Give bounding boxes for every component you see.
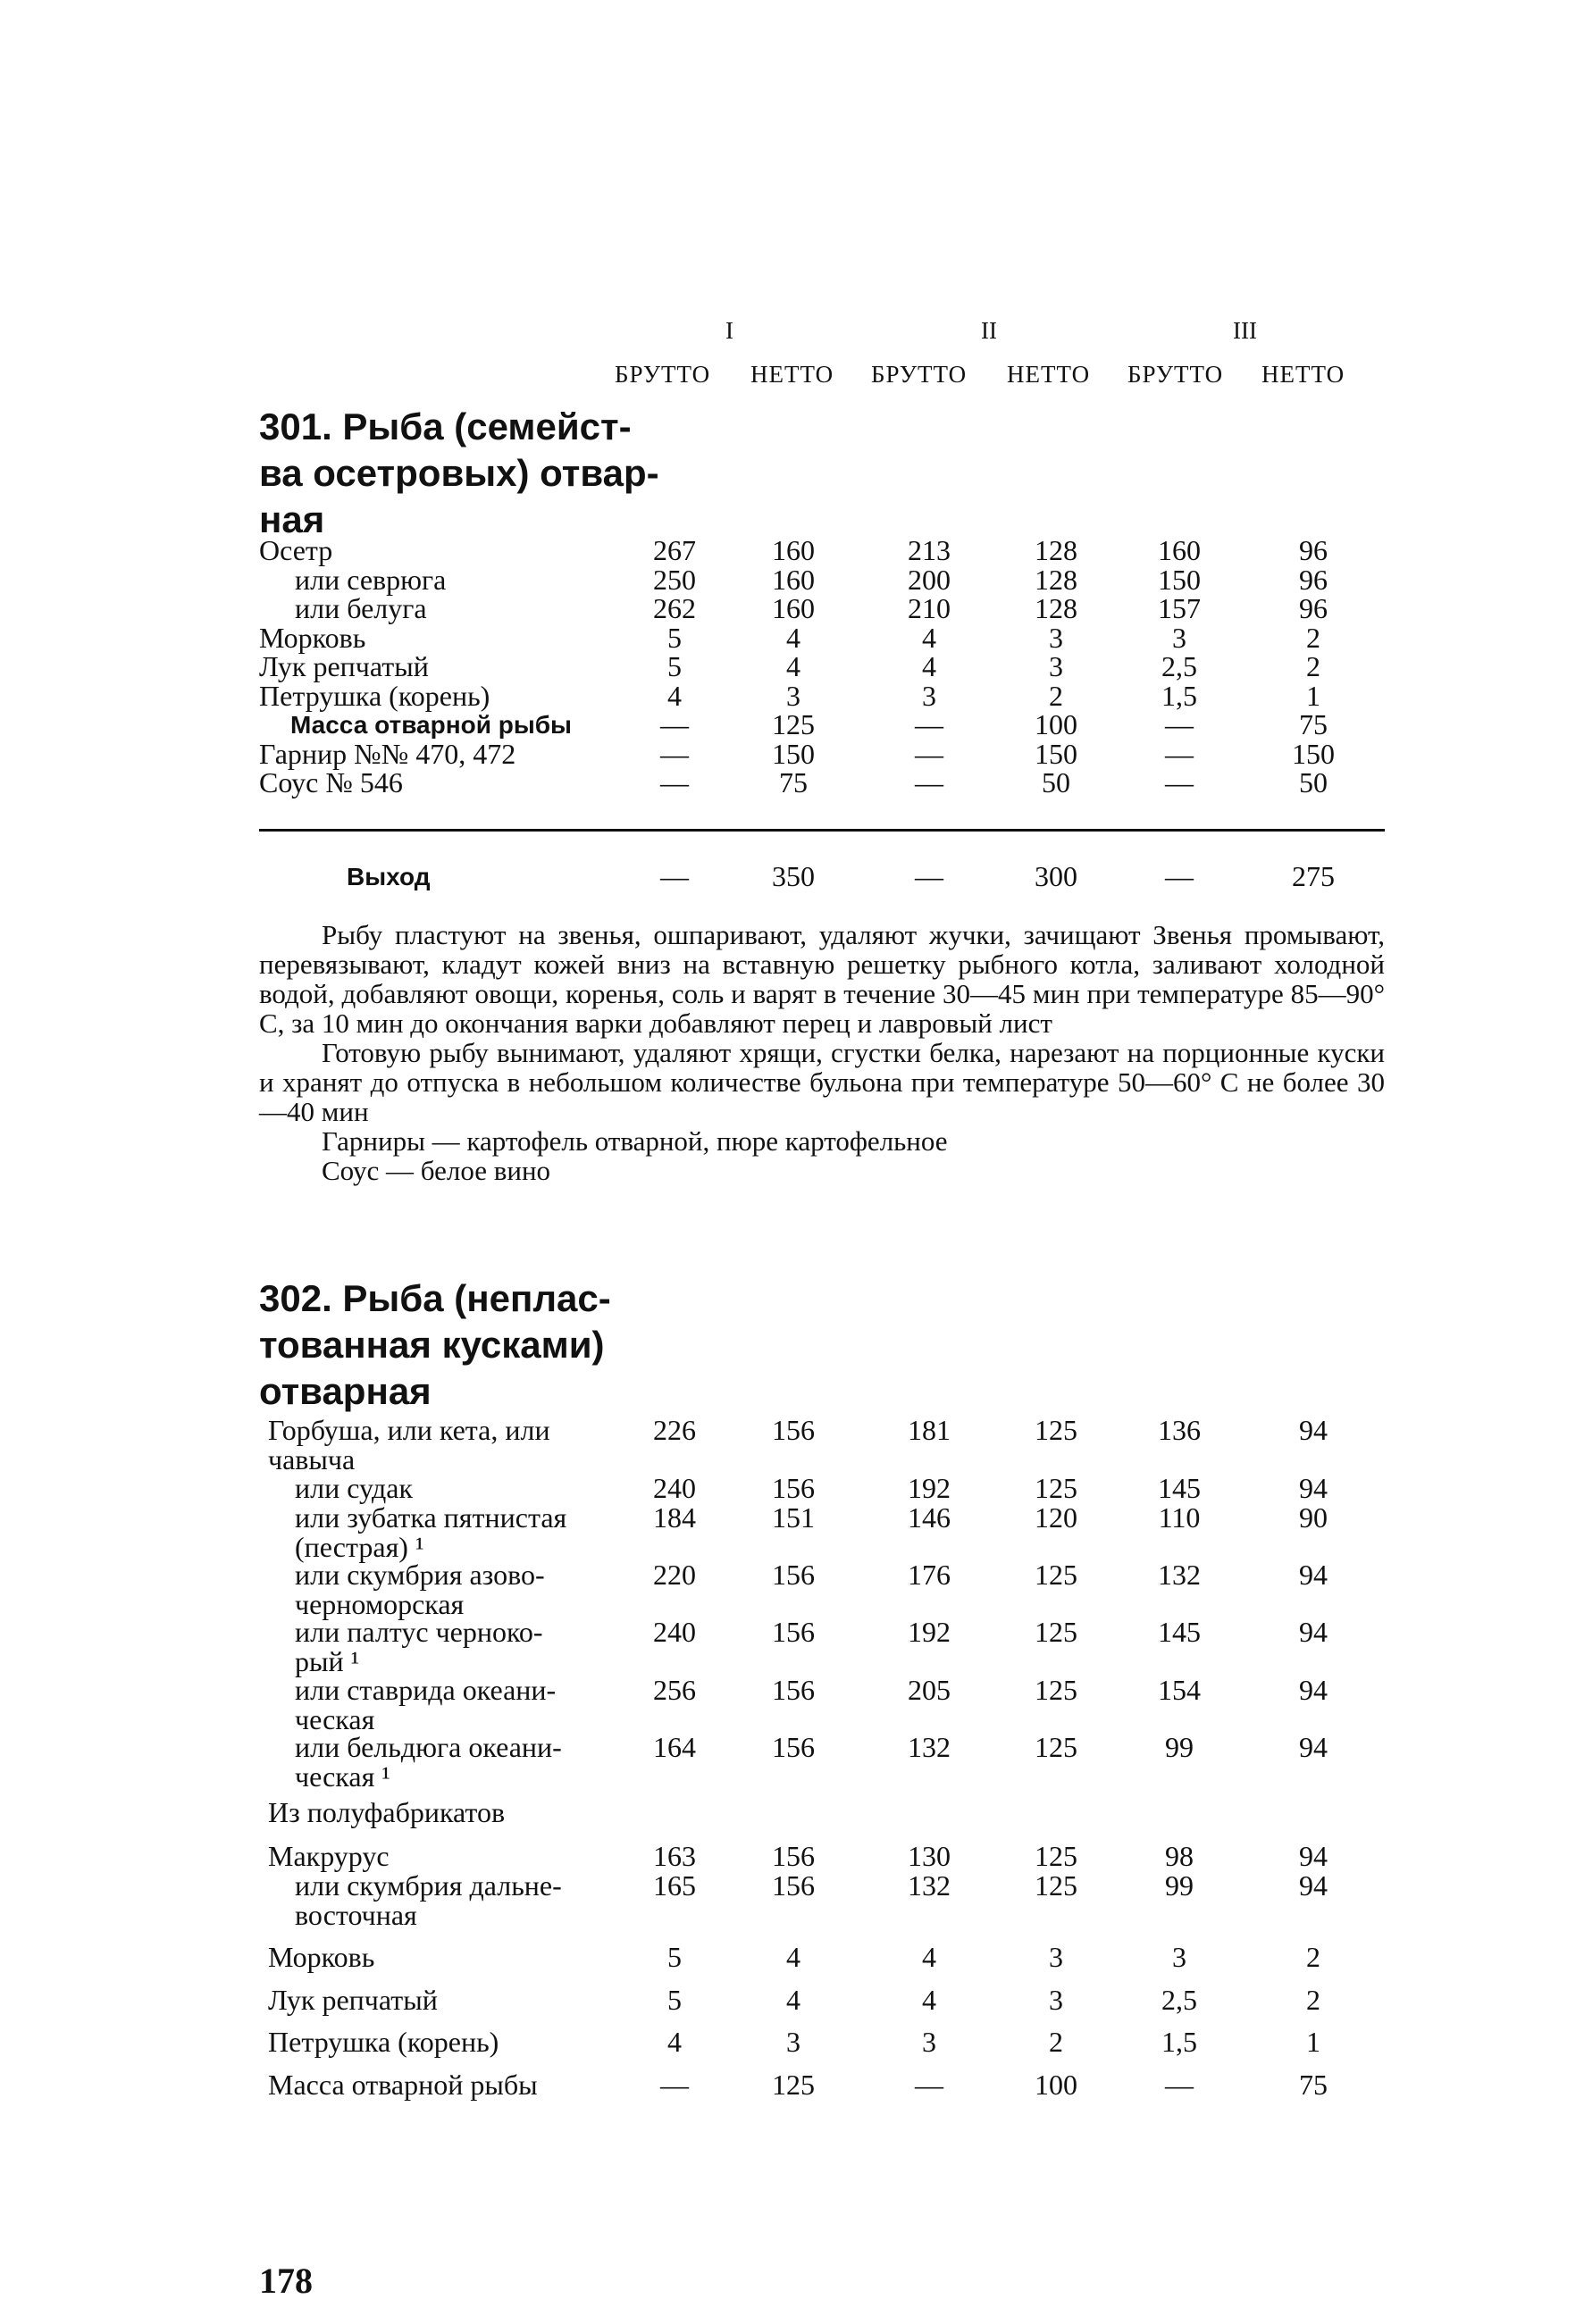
quantity-cell: 157	[1158, 592, 1201, 624]
yield-value: 300	[1035, 860, 1077, 892]
instruction-paragraph: Готовую рыбу вынимают, удаляют хрящи, сгустки белка, нарезают на порционные куски и хранят до отпуска в небольшом количестве бульона при температуре 50—60° С не более 30—40 мин	[259, 1037, 1385, 1127]
ingredient-label: или бельдюга океани-	[295, 1731, 562, 1763]
yield-value: 350	[772, 860, 815, 892]
quantity-cell: 163	[653, 1840, 696, 1872]
table-row	[0, 1733, 1584, 1762]
quantity-cell: 4	[786, 650, 800, 682]
table-row	[0, 2027, 1584, 2057]
quantity-cell: 132	[1158, 1559, 1201, 1591]
quantity-cell: 262	[653, 592, 696, 624]
quantity-cell: 128	[1035, 563, 1077, 596]
quantity-cell: 94	[1299, 1559, 1328, 1591]
quantity-cell: —	[660, 766, 689, 798]
table-row	[0, 1416, 1584, 1445]
quantity-cell: —	[915, 708, 943, 740]
quantity-cell: 100	[1035, 708, 1077, 740]
quantity-cell: 210	[908, 592, 951, 624]
quantity-cell: 94	[1299, 1731, 1328, 1763]
ingredient-label: или скумбрия дальне-	[295, 1869, 562, 1902]
quantity-cell: 176	[908, 1559, 951, 1591]
quantity-cell: 50	[1042, 766, 1070, 798]
quantity-cell: 3	[1049, 621, 1063, 654]
quantity-cell: 1	[1306, 679, 1320, 712]
quantity-cell: 5	[667, 650, 682, 682]
quantity-cell: 3	[922, 679, 936, 712]
instruction-paragraph: Рыбу пластуют на звенья, ошпаривают, удаляют жучки, зачищают Звенья промывают, перевязывают, кладут кожей вниз на вставную решетку рыбного котла, заливают холодной водой, добавляют овощи, коренья, соль и варят в течение 30—45 мин при температуре 85—90° С, за 10 мин до окончания варки добавляют перец и лавровый лист	[259, 919, 1385, 1039]
quantity-cell: 125	[1035, 1674, 1077, 1706]
ingredient-label-continuation: восточная	[295, 1899, 417, 1931]
quantity-cell: 125	[1035, 1414, 1077, 1446]
table-row	[0, 2070, 1584, 2100]
ingredient-label: Масса отварной рыбы	[290, 711, 572, 739]
table-row	[0, 594, 1584, 623]
quantity-cell: 50	[1299, 766, 1328, 798]
table-row	[0, 1871, 1584, 1901]
quantity-cell: —	[1165, 2069, 1194, 2101]
quantity-cell: 200	[908, 563, 951, 596]
quantity-cell: 156	[772, 1674, 815, 1706]
column-header-gross-3: БРУТТО	[1127, 361, 1224, 388]
column-header-net-2: НЕТТО	[1007, 361, 1091, 388]
quantity-cell: 150	[1158, 563, 1201, 596]
yield-value: —	[660, 860, 689, 892]
quantity-cell: 220	[653, 1559, 696, 1591]
quantity-cell: —	[915, 2069, 943, 2101]
ingredient-label: Лук репчатый	[259, 650, 429, 682]
quantity-cell: 100	[1035, 2069, 1077, 2101]
ingredient-label: или судак	[295, 1472, 414, 1504]
quantity-cell: 125	[1035, 1472, 1077, 1504]
quantity-cell: 99	[1165, 1869, 1194, 1902]
quantity-cell: 75	[779, 766, 808, 798]
quantity-cell: 145	[1158, 1616, 1201, 1648]
ingredient-label: или скумбрия азово-	[295, 1559, 545, 1591]
ingredient-label: Осетр	[259, 534, 333, 566]
quantity-cell: 94	[1299, 1414, 1328, 1446]
portion-header-2: II	[981, 317, 997, 344]
quantity-cell: 1	[1306, 2026, 1320, 2058]
quantity-cell: 94	[1299, 1616, 1328, 1648]
quantity-cell: —	[660, 737, 689, 770]
quantity-cell: 3	[786, 2026, 800, 2058]
quantity-cell: 75	[1299, 2069, 1328, 2101]
quantity-cell: 75	[1299, 708, 1328, 740]
ingredient-label: Масса отварной рыбы	[268, 2069, 538, 2101]
ingredient-label: или севрюга	[295, 563, 447, 596]
quantity-cell: 2	[1306, 621, 1320, 654]
quantity-cell: 156	[772, 1869, 815, 1902]
table-row	[0, 652, 1584, 681]
yield-value: —	[915, 860, 943, 892]
ingredient-label-continuation: чавыча	[268, 1443, 356, 1475]
table-row	[0, 710, 1584, 740]
table-row	[0, 1943, 1584, 1972]
quantity-cell: 1,5	[1161, 679, 1197, 712]
ingredient-label: или зубатка пятнистая	[295, 1501, 567, 1534]
quantity-cell: 184	[653, 1501, 696, 1534]
page-number: 178	[259, 2261, 313, 2301]
table-row	[0, 565, 1584, 595]
column-header-gross-1: БРУТТО	[615, 361, 711, 388]
quantity-cell: 160	[772, 592, 815, 624]
recipe-302-title-line: тованная кусками)	[259, 1324, 605, 1366]
quantity-cell: 267	[653, 534, 696, 566]
quantity-cell: 128	[1035, 534, 1077, 566]
ingredient-label: Гарнир №№ 470, 472	[259, 737, 516, 770]
quantity-cell: 192	[908, 1472, 951, 1504]
quantity-cell: 1,5	[1161, 2026, 1197, 2058]
quantity-cell: 3	[1049, 1984, 1063, 2016]
yield-value: —	[1165, 860, 1194, 892]
quantity-cell: 2	[1306, 650, 1320, 682]
quantity-cell: 125	[1035, 1731, 1077, 1763]
quantity-cell: 94	[1299, 1674, 1328, 1706]
quantity-cell: —	[1165, 708, 1194, 740]
quantity-cell: 4	[922, 650, 936, 682]
ingredient-label-continuation: рый ¹	[295, 1645, 360, 1677]
table-row	[0, 1503, 1584, 1533]
quantity-cell: 146	[908, 1501, 951, 1534]
quantity-cell: 156	[772, 1840, 815, 1872]
quantity-cell: 160	[772, 563, 815, 596]
table-row	[0, 536, 1584, 565]
recipe-302-title-line: 302. Рыба (неплас-	[259, 1277, 611, 1319]
quantity-cell: 94	[1299, 1472, 1328, 1504]
quantity-cell: 156	[772, 1414, 815, 1446]
table-row	[0, 737, 1584, 770]
quantity-cell: 165	[653, 1869, 696, 1902]
quantity-cell: 125	[772, 2069, 815, 2101]
quantity-cell: 96	[1299, 534, 1328, 566]
quantity-cell: 156	[772, 1559, 815, 1591]
recipe-301-title-line: ва осетровых) отвар-	[259, 452, 659, 494]
ingredient-label: Петрушка (корень)	[268, 2026, 499, 2058]
quantity-cell: 99	[1165, 1731, 1194, 1763]
ingredient-label: или палтус черноко-	[295, 1616, 543, 1648]
ingredient-label-continuation: ческая	[295, 1703, 375, 1735]
table-row	[0, 681, 1584, 711]
quantity-cell: 240	[653, 1616, 696, 1648]
quantity-cell: 3	[1049, 1941, 1063, 1973]
ingredient-label-continuation: (пестрая) ¹	[295, 1531, 424, 1563]
quantity-cell: 226	[653, 1414, 696, 1446]
yield-row	[0, 862, 1584, 891]
yield-value: 275	[1292, 860, 1335, 892]
quantity-cell: 150	[772, 737, 815, 770]
column-header-net-3: НЕТТО	[1261, 361, 1345, 388]
quantity-cell: 130	[908, 1840, 951, 1872]
portion-header-1: I	[725, 317, 733, 344]
quantity-cell: 2	[1306, 1984, 1320, 2016]
recipe-301-title	[259, 404, 659, 543]
quantity-cell: 2	[1049, 679, 1063, 712]
table-row	[0, 1474, 1584, 1503]
recipe-301-title-line: 301. Рыба (семейст-	[259, 405, 632, 447]
quantity-cell: 151	[772, 1501, 815, 1534]
ingredient-label: или белуга	[295, 592, 427, 624]
table-row	[0, 1985, 1584, 2015]
quantity-cell: 213	[908, 534, 951, 566]
quantity-cell: 164	[653, 1731, 696, 1763]
quantity-cell: —	[1165, 766, 1194, 798]
quantity-cell: 132	[908, 1869, 951, 1902]
column-header-gross-2: БРУТТО	[871, 361, 968, 388]
column-header-net-1: НЕТТО	[750, 361, 834, 388]
yield-label: Выход	[347, 863, 431, 890]
quantity-cell: 132	[908, 1731, 951, 1763]
table-row	[0, 768, 1584, 798]
quantity-cell: 250	[653, 563, 696, 596]
ingredient-label: Лук репчатый	[268, 1984, 438, 2016]
quantity-cell: 128	[1035, 592, 1077, 624]
quantity-cell: 256	[653, 1674, 696, 1706]
ingredient-label: Морковь	[268, 1941, 375, 1973]
ingredient-label: Горбуша, или кета, или	[268, 1414, 550, 1446]
quantity-cell: 4	[786, 1941, 800, 1973]
quantity-cell: 156	[772, 1616, 815, 1648]
quantity-cell: 94	[1299, 1840, 1328, 1872]
ingredient-label: Петрушка (корень)	[259, 679, 490, 712]
quantity-cell: 240	[653, 1472, 696, 1504]
quantity-cell: 125	[1035, 1559, 1077, 1591]
quantity-cell: 2	[1049, 2026, 1063, 2058]
quantity-cell: 120	[1035, 1501, 1077, 1534]
quantity-cell: 160	[772, 534, 815, 566]
quantity-cell: 125	[1035, 1869, 1077, 1902]
quantity-cell: 110	[1158, 1501, 1201, 1534]
quantity-cell: 4	[667, 2026, 682, 2058]
quantity-cell: 145	[1158, 1472, 1201, 1504]
quantity-cell: 125	[1035, 1616, 1077, 1648]
quantity-cell: 2,5	[1161, 1984, 1197, 2016]
quantity-cell: 3	[1172, 621, 1186, 654]
quantity-cell: 96	[1299, 592, 1328, 624]
quantity-cell: 4	[786, 1984, 800, 2016]
table-row	[0, 1560, 1584, 1590]
semi-finished-subheading: Из полуфабрикатов	[268, 1796, 506, 1828]
recipe-302-title	[259, 1275, 611, 1415]
portion-header-3: III	[1233, 317, 1257, 344]
quantity-cell: 94	[1299, 1869, 1328, 1902]
recipe-301-title-line: ная	[259, 498, 325, 540]
table-rule	[259, 829, 1385, 832]
quantity-cell: 156	[772, 1731, 815, 1763]
instruction-paragraph: Гарниры — картофель отварной, пюре картофельное	[322, 1125, 948, 1157]
recipe-302-title-line: отварная	[259, 1370, 432, 1412]
table-row	[0, 623, 1584, 653]
quantity-cell: 125	[1035, 1840, 1077, 1872]
quantity-cell: 3	[786, 679, 800, 712]
quantity-cell: 136	[1158, 1414, 1201, 1446]
quantity-cell: 150	[1292, 737, 1335, 770]
quantity-cell: 3	[1172, 1941, 1186, 1973]
instruction-paragraph: Соус — белое вино	[322, 1155, 551, 1186]
quantity-cell: 205	[908, 1674, 951, 1706]
quantity-cell: 150	[1035, 737, 1077, 770]
table-row	[0, 1842, 1584, 1871]
quantity-cell: 125	[772, 708, 815, 740]
quantity-cell: —	[915, 766, 943, 798]
ingredient-label-continuation: ческая ¹	[295, 1760, 390, 1793]
quantity-cell: 3	[922, 2026, 936, 2058]
quantity-cell: 160	[1158, 534, 1201, 566]
ingredient-label: Макрурус	[268, 1840, 390, 1872]
quantity-cell: 4	[922, 621, 936, 654]
quantity-cell: 90	[1299, 1501, 1328, 1534]
quantity-cell: 192	[908, 1616, 951, 1648]
ingredient-label: Соус № 546	[259, 766, 403, 798]
quantity-cell: 4	[922, 1984, 936, 2016]
table-row	[0, 1618, 1584, 1647]
quantity-cell: 96	[1299, 563, 1328, 596]
quantity-cell: 2,5	[1161, 650, 1197, 682]
ingredient-label-continuation: черноморская	[295, 1588, 465, 1620]
quantity-cell: 4	[922, 1941, 936, 1973]
quantity-cell: —	[915, 737, 943, 770]
quantity-cell: 98	[1165, 1840, 1194, 1872]
quantity-cell: 154	[1158, 1674, 1201, 1706]
quantity-cell: 5	[667, 1941, 682, 1973]
quantity-cell: —	[660, 708, 689, 740]
quantity-cell: 4	[667, 679, 682, 712]
ingredient-label: или ставрида океани-	[295, 1674, 557, 1706]
quantity-cell: 2	[1306, 1941, 1320, 1973]
quantity-cell: 181	[908, 1414, 951, 1446]
quantity-cell: 5	[667, 621, 682, 654]
table-row	[0, 1676, 1584, 1705]
recipe-301-instructions	[259, 920, 1385, 1185]
quantity-cell: —	[1165, 737, 1194, 770]
quantity-cell: 4	[786, 621, 800, 654]
quantity-cell: —	[660, 2069, 689, 2101]
quantity-cell: 3	[1049, 650, 1063, 682]
quantity-cell: 156	[772, 1472, 815, 1504]
quantity-cell: 5	[667, 1984, 682, 2016]
ingredient-label: Морковь	[259, 621, 366, 654]
